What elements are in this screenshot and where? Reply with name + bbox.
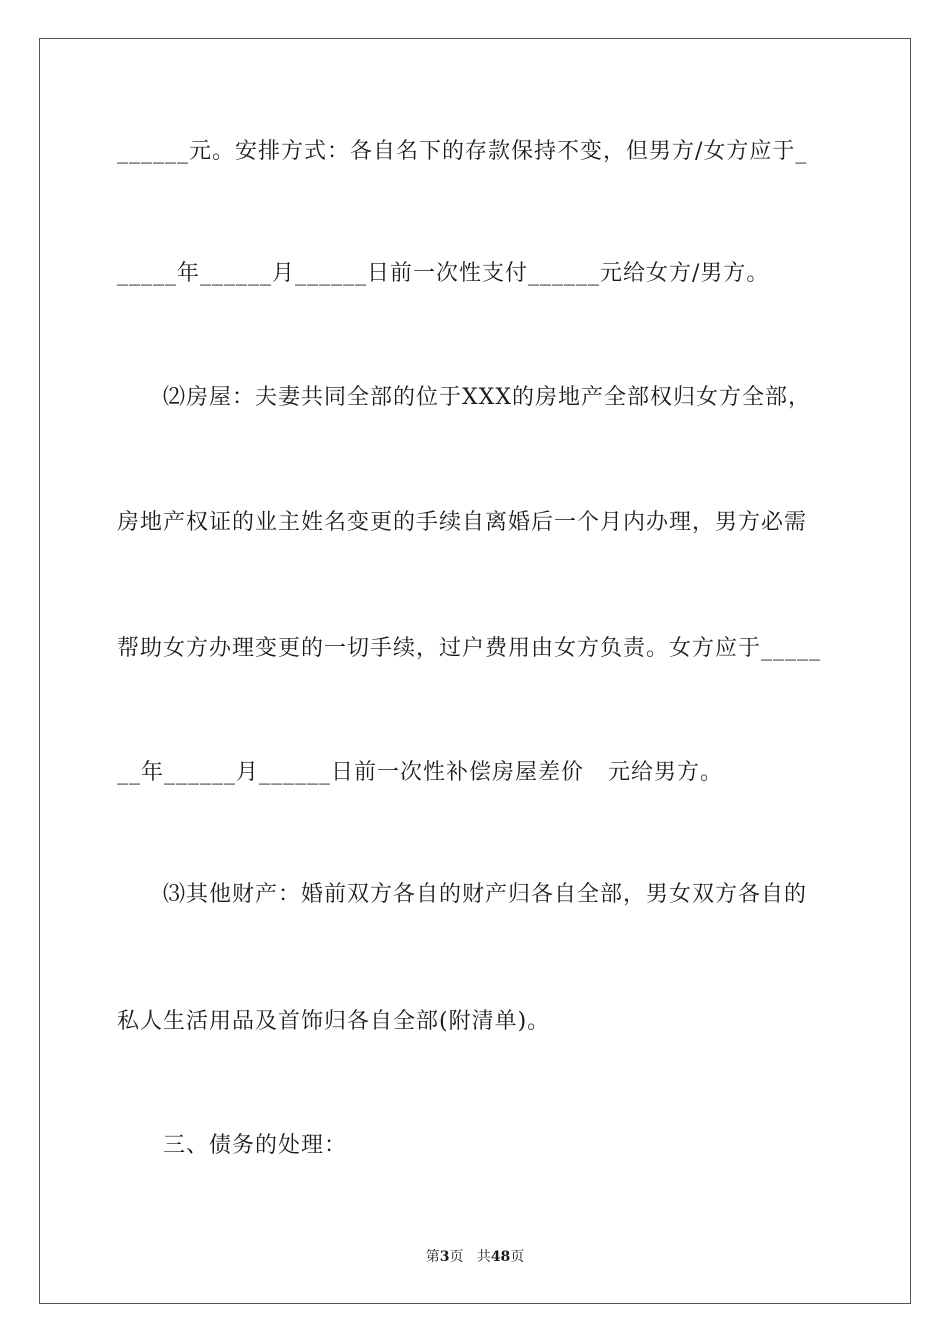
- page-footer: [0, 1248, 950, 1266]
- footer-total-pages: 48: [490, 1249, 511, 1265]
- text-line-1: ______元。安排方式：各自名下的存款保持不变，但男方/女方应于_: [117, 139, 808, 164]
- footer-page-number: 3: [439, 1249, 450, 1265]
- footer-page-prefix: 第: [425, 1249, 440, 1265]
- text-line-8: 私人生活用品及首饰归各自全部(附清单)。: [117, 1009, 551, 1034]
- text-line-5: 帮助女方办理变更的一切手续，过户费用由女方负责。女方应于_____: [117, 636, 822, 661]
- footer-page-suffix: 页: [449, 1249, 464, 1265]
- text-line-6: __年______月______日前一次性补偿房屋差价 元给男方。: [117, 760, 723, 785]
- section-heading-debt: 三、债务的处理：: [163, 1133, 348, 1158]
- footer-total-suffix: 页: [510, 1249, 525, 1265]
- text-line-7: ⑶其他财产：婚前双方各自的财产归各自全部，男女双方各自的: [163, 882, 808, 907]
- page-border: [39, 38, 911, 1304]
- text-line-2: _____年______月______日前一次性支付______元给女方/男方。: [117, 261, 770, 286]
- footer-total-prefix: 共: [476, 1249, 491, 1265]
- text-line-3: ⑵房屋：夫妻共同全部的位于XXX的房地产全部权归女方全部，: [163, 385, 811, 410]
- text-line-4: 房地产权证的业主姓名变更的手续自离婚后一个月内办理，男方必需: [117, 510, 808, 535]
